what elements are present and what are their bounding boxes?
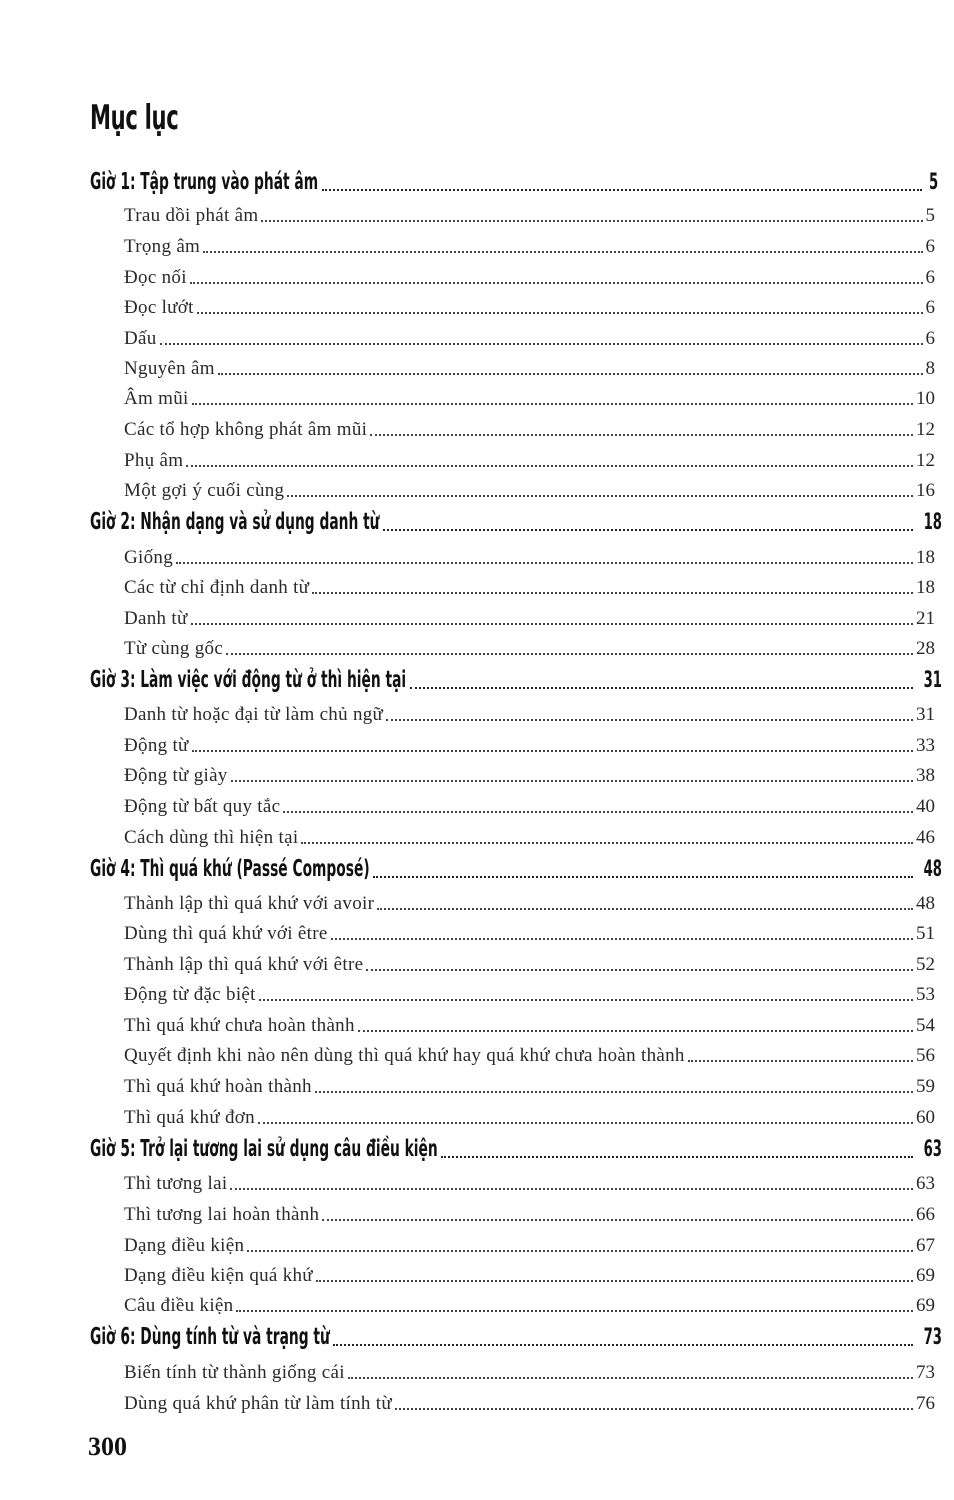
toc-label-wrap <box>124 1045 685 1067</box>
dot-leader <box>287 495 913 497</box>
toc-label-wrap <box>124 827 298 849</box>
toc-label-wrap <box>124 638 223 660</box>
toc-page-number: 6 <box>925 236 935 257</box>
toc-page-number: 28 <box>916 638 935 659</box>
toc-label-wrap <box>124 577 309 599</box>
toc-label-wrap <box>124 1265 313 1287</box>
toc-page-number: 5 <box>925 205 935 226</box>
toc-entry-title: Quyết định khi nào nên dùng thì quá khứ hay quá khứ chưa hoàn thành <box>124 1045 685 1066</box>
dot-leader <box>203 251 922 253</box>
toc-label-wrap <box>124 547 173 569</box>
dot-leader <box>160 343 923 345</box>
dot-leader <box>370 434 913 436</box>
toc-page-number: 66 <box>916 1204 935 1225</box>
toc-page-number: 31 <box>916 704 935 725</box>
toc-page-number: 69 <box>916 1295 935 1316</box>
toc-entry-title: Biến tính từ thành giống cái <box>124 1362 345 1383</box>
toc-chapter-row <box>90 663 942 693</box>
toc-label-wrap <box>90 667 407 693</box>
dot-leader <box>322 189 922 191</box>
toc-chapter-title: Giờ 5: Trở lại tương lai sử dụng câu điều kiện <box>90 1136 438 1162</box>
toc-page-number: 53 <box>916 984 935 1005</box>
dot-leader <box>258 1122 913 1124</box>
toc-page-number: 33 <box>916 735 935 756</box>
toc-entry-title: Phụ âm <box>124 450 184 471</box>
toc-chapter-title: Giờ 4: Thì quá khứ (Passé Composé) <box>90 856 370 882</box>
toc-entry-title: Động từ <box>124 735 189 756</box>
toc-entry-row <box>124 230 935 258</box>
toc-label-wrap <box>124 1076 312 1098</box>
toc-entry-title: Thành lập thì quá khứ với être <box>124 954 364 975</box>
dot-leader <box>383 529 913 531</box>
toc-page-number: 8 <box>925 358 935 379</box>
toc-page-number: 59 <box>916 1076 935 1097</box>
toc-page-number: 73 <box>923 1325 942 1350</box>
dot-leader <box>283 811 913 813</box>
toc-entry-row <box>124 698 935 726</box>
toc-label-wrap <box>124 608 188 630</box>
toc-entry-row <box>124 1009 935 1037</box>
dot-leader <box>190 282 923 284</box>
toc-entry-title: Thì tương lai hoàn thành <box>124 1204 320 1225</box>
toc-page-number: 76 <box>916 1393 935 1414</box>
toc-entry-row <box>124 1356 935 1384</box>
dot-leader <box>191 623 913 625</box>
toc-label-wrap <box>124 765 228 787</box>
toc-label-wrap <box>124 893 374 915</box>
toc-entry-title: Động từ đặc biệt <box>124 984 256 1005</box>
toc-label-wrap <box>124 205 258 227</box>
toc-page-number: 48 <box>916 893 935 914</box>
dot-leader <box>441 1156 913 1158</box>
dot-leader <box>192 750 913 752</box>
toc-chapter-row <box>90 165 939 195</box>
toc-entry-row <box>124 413 935 441</box>
dot-leader <box>301 842 913 844</box>
toc-chapter-row <box>90 852 942 882</box>
toc-label-wrap <box>124 419 367 441</box>
toc-label-wrap <box>124 704 383 726</box>
toc-page-number: 48 <box>923 857 942 882</box>
toc-entry-row <box>124 759 935 787</box>
toc-page-number: 18 <box>916 547 935 568</box>
toc-entry-row <box>124 1198 935 1226</box>
toc-label-wrap <box>90 856 370 882</box>
toc-entry-title: Dùng thì quá khứ với être <box>124 923 328 944</box>
dot-leader <box>176 562 913 564</box>
toc-label-wrap <box>124 1204 319 1226</box>
toc-entry-title: Động từ giày <box>124 765 228 786</box>
dot-leader <box>322 1219 913 1221</box>
toc-chapter-row <box>90 1320 942 1350</box>
toc-label-wrap <box>124 388 189 410</box>
toc-entry-row <box>124 1289 935 1317</box>
dot-leader <box>186 465 913 467</box>
dot-leader <box>395 1408 913 1410</box>
toc-entry-title: Các tổ hợp không phát âm mũi <box>124 419 368 440</box>
toc-chapter-row <box>90 505 942 535</box>
toc-label-wrap <box>124 358 215 380</box>
toc-label-wrap <box>124 480 284 502</box>
toc-page-number: 67 <box>916 1235 935 1256</box>
toc-entry-row <box>124 261 935 289</box>
dot-leader <box>358 1030 913 1032</box>
toc-entry-title: Cách dùng thì hiện tại <box>124 827 299 848</box>
toc-page-number: 5 <box>929 170 939 195</box>
toc-entry-title: Thì quá khứ hoàn thành <box>124 1076 312 1097</box>
dot-leader <box>688 1060 913 1062</box>
toc-entry-row <box>124 1259 935 1287</box>
toc-page-number: 69 <box>916 1265 935 1286</box>
toc-page-number: 46 <box>916 827 935 848</box>
toc-chapter-title: Giờ 2: Nhận dạng và sử dụng danh từ <box>90 509 380 535</box>
toc-entry-title: Trọng âm <box>124 236 201 257</box>
toc-entry-title: Thì quá khứ đơn <box>124 1107 255 1128</box>
toc-page-number: 54 <box>916 1015 935 1036</box>
dot-leader <box>315 1091 913 1093</box>
dot-leader <box>197 312 923 314</box>
toc-entry-row <box>124 382 935 410</box>
toc-label-wrap <box>124 954 363 976</box>
dot-leader <box>366 969 913 971</box>
toc-page-number: 16 <box>916 480 935 501</box>
dot-leader <box>192 403 913 405</box>
toc-entry-title: Đọc nối <box>124 267 187 288</box>
toc-entry-row <box>124 352 935 380</box>
dot-leader <box>230 1188 913 1190</box>
toc-label-wrap <box>124 1235 244 1257</box>
toc-label-wrap <box>124 236 200 258</box>
dot-leader <box>373 876 913 878</box>
toc-chapter-title: Giờ 1: Tập trung vào phát âm <box>90 169 319 195</box>
toc-entry-row <box>124 729 935 757</box>
toc-entry-title: Thì tương lai <box>124 1173 228 1194</box>
toc-page-number: 63 <box>916 1173 935 1194</box>
toc-entry-row <box>124 1387 935 1415</box>
toc-entry-title: Dấu <box>124 328 157 349</box>
dot-leader <box>226 653 913 655</box>
toc-label-wrap <box>124 1393 392 1415</box>
toc-label-wrap <box>124 1015 355 1037</box>
dot-leader <box>312 592 913 594</box>
toc-entry-row <box>124 291 935 319</box>
toc-entry-row <box>124 1070 935 1098</box>
toc-entry-row <box>124 790 935 818</box>
toc-page-number: 21 <box>916 608 935 629</box>
toc-page-number: 63 <box>923 1137 942 1162</box>
dot-leader <box>259 999 913 1001</box>
toc-page-number: 52 <box>916 954 935 975</box>
toc-entry-title: Trau dồi phát âm <box>124 205 259 226</box>
toc-label-wrap <box>90 1324 330 1350</box>
toc-page-number: 6 <box>925 328 935 349</box>
toc-label-wrap <box>124 297 194 319</box>
toc-entry-row <box>124 602 935 630</box>
toc-entry-row <box>124 917 935 945</box>
toc-page-number: 18 <box>923 510 942 535</box>
toc-label-wrap <box>124 1107 255 1129</box>
toc-entry-row <box>124 199 935 227</box>
dot-leader <box>247 1250 913 1252</box>
dot-leader <box>331 938 913 940</box>
toc-entry-row <box>124 541 935 569</box>
toc-page-number: 12 <box>916 450 935 471</box>
dot-leader <box>261 220 922 222</box>
toc-page-number: 38 <box>916 765 935 786</box>
toc-label-wrap <box>124 796 280 818</box>
toc-entry-row <box>124 632 935 660</box>
toc-chapter-title: Giờ 3: Làm việc với động từ ở thì hiện tại <box>90 667 407 693</box>
toc-page-number: 6 <box>925 297 935 318</box>
dot-leader <box>377 908 913 910</box>
toc-label-wrap <box>124 450 183 472</box>
toc-page-number: 40 <box>916 796 935 817</box>
toc-entry-row <box>124 1039 935 1067</box>
toc-entry-title: Câu điều kiện <box>124 1295 234 1316</box>
toc-entry-title: Đọc lướt <box>124 297 194 318</box>
toc-page-number: 6 <box>925 267 935 288</box>
dot-leader <box>218 373 923 375</box>
toc-entry-title: Âm mũi <box>124 388 189 409</box>
toc-page-number: 18 <box>916 577 935 598</box>
toc-entry-row <box>124 948 935 976</box>
toc-entry-title: Danh từ hoặc đại từ làm chủ ngữ <box>124 704 384 725</box>
toc-entry-title: Dùng quá khứ phân từ làm tính từ <box>124 1393 392 1414</box>
toc-entry-row <box>124 1101 935 1129</box>
toc-entry-row <box>124 444 935 472</box>
toc-entry-row <box>124 821 935 849</box>
toc-label-wrap <box>90 509 380 535</box>
toc-entry-title: Nguyên âm <box>124 358 215 379</box>
dot-leader <box>386 719 913 721</box>
toc-entry-row <box>124 1167 935 1195</box>
dot-leader <box>410 687 913 689</box>
toc-label-wrap <box>124 1173 227 1195</box>
toc-entry-title: Danh từ <box>124 608 188 629</box>
toc-entry-title: Một gợi ý cuối cùng <box>124 480 285 501</box>
toc-chapter-row <box>90 1132 942 1162</box>
toc-page-number: 60 <box>916 1107 935 1128</box>
toc-page-number: 31 <box>923 668 942 693</box>
toc-page-number: 51 <box>916 923 935 944</box>
toc-page-number: 12 <box>916 419 935 440</box>
dot-leader <box>333 1344 913 1346</box>
page-title: Mục lục <box>90 98 179 138</box>
dot-leader <box>348 1377 913 1379</box>
toc-label-wrap <box>124 984 256 1006</box>
toc-label-wrap <box>124 735 189 757</box>
toc-page-number: 73 <box>916 1362 935 1383</box>
toc-entry-row <box>124 322 935 350</box>
toc-entry-title: Thành lập thì quá khứ với avoir <box>124 893 375 914</box>
toc-entry-title: Động từ bất quy tắc <box>124 796 281 817</box>
toc-entry-row <box>124 474 935 502</box>
toc-entry-row <box>124 978 935 1006</box>
toc-label-wrap <box>124 328 157 350</box>
toc-chapter-title: Giờ 6: Dùng tính từ và trạng từ <box>90 1324 330 1350</box>
page-number-footer: 300 <box>88 1432 127 1461</box>
toc-page-number: 10 <box>916 388 935 409</box>
toc-entry-title: Dạng điều kiện quá khứ <box>124 1265 313 1286</box>
dot-leader <box>316 1280 913 1282</box>
toc-entry-row <box>124 1229 935 1257</box>
dot-leader <box>236 1310 913 1312</box>
toc-entry-row <box>124 887 935 915</box>
toc-entry-row <box>124 571 935 599</box>
toc-entry-title: Từ cùng gốc <box>124 638 224 659</box>
toc-entry-title: Giống <box>124 547 173 568</box>
toc-entry-title: Thì quá khứ chưa hoàn thành <box>124 1015 355 1036</box>
toc-page-number: 56 <box>916 1045 935 1066</box>
toc-label-wrap <box>124 923 328 945</box>
toc-entry-title: Dạng điều kiện <box>124 1235 245 1256</box>
toc-label-wrap <box>124 1295 233 1317</box>
toc-label-wrap <box>90 169 319 195</box>
dot-leader <box>231 780 913 782</box>
toc-entry-title: Các từ chỉ định danh từ <box>124 577 310 598</box>
toc-label-wrap <box>124 267 187 289</box>
toc-label-wrap <box>124 1362 345 1384</box>
toc-label-wrap <box>90 1136 438 1162</box>
